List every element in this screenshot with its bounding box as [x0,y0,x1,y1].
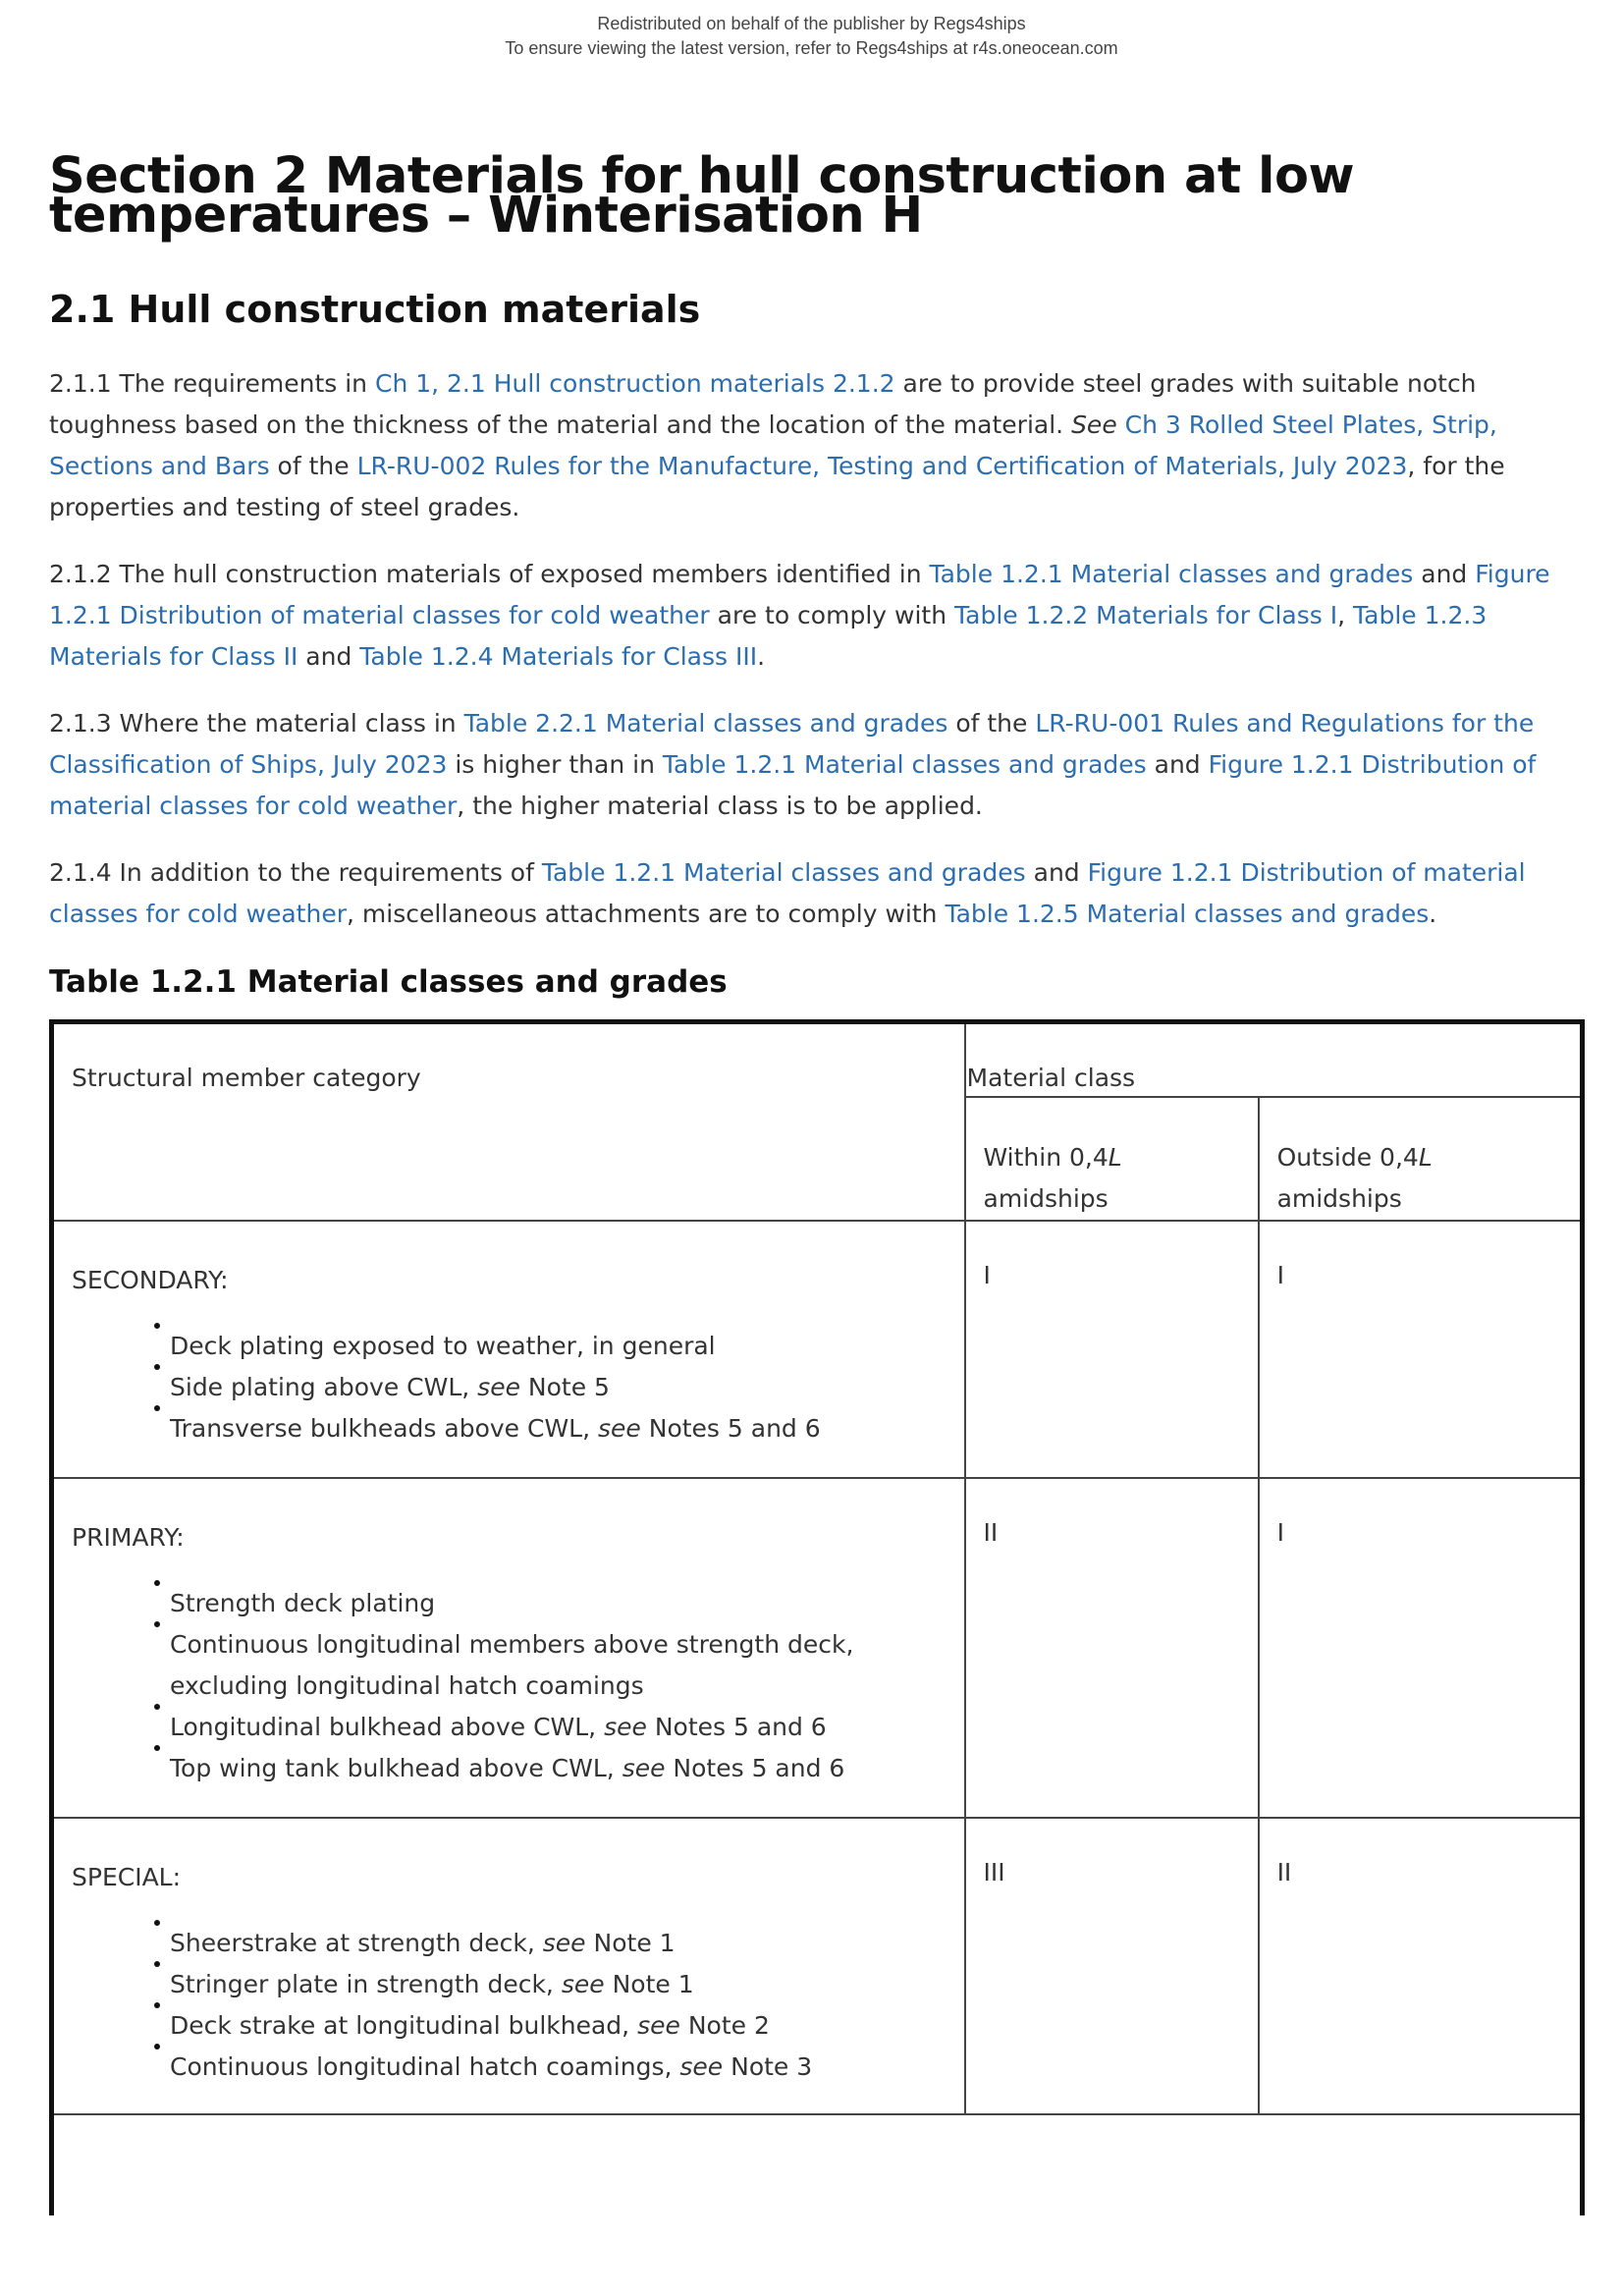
header-L: L [1108,1142,1122,1172]
note-text: Note 3 [723,2051,813,2081]
text: , for the properties and testing of steel grades. [49,452,1505,521]
redistribution-banner [0,12,1623,61]
member-list [72,1923,947,2088]
note-text: Notes 5 and 6 [646,1712,827,1741]
text: is higher than in [447,750,663,779]
header-outside-amidships-text: amidships [1276,1183,1402,1213]
paragraph-2-1-2 [49,554,1591,678]
text: and [1413,560,1476,588]
category-title: SECONDARY: [72,1265,229,1294]
note-text: Note 2 [679,2010,770,2040]
link-figure-1-2-1[interactable]: Figure 1.2.1 Distribution of material classes for cold weather [49,858,1526,928]
item-text: Strength deck plating [170,1588,436,1617]
table-title: Table 1.2.1 Material classes and grades [49,964,728,1000]
item-text: Sheerstrake at strength deck, [170,1928,543,1957]
header-within-amidships-text: amidships [983,1183,1109,1213]
link-table-1-2-1[interactable]: Table 1.2.1 Material classes and grades [541,858,1026,887]
continued-cell [52,2114,1583,2215]
header-within-text: Within 0,4 [983,1142,1109,1172]
text: and [298,642,360,671]
note-text: Notes 5 and 6 [665,1753,845,1782]
table-row [52,1478,1583,1818]
document-content [49,147,1591,2215]
table-row-continued [52,2114,1583,2215]
note-text: Note 5 [519,1372,610,1401]
list-item [170,2047,947,2088]
link-figure-1-2-1[interactable]: Figure 1.2.1 Distribution of material classes for cold weather [49,560,1550,629]
category-cell [52,1478,965,1818]
outside-class-cell: II [1259,1818,1583,2114]
text: of the [947,709,1036,738]
header-material-class: Material class [965,1022,1583,1097]
see-text: see [637,2010,680,2040]
list-item [170,1707,947,1748]
link-table-1-2-1[interactable]: Table 1.2.1 Material classes and grades [929,560,1414,588]
header-outside-text: Outside 0,4 [1276,1142,1419,1172]
paragraph-2-1-4 [49,852,1591,935]
link-table-1-2-4[interactable]: Table 1.2.4 Materials for Class III [359,642,758,671]
link-figure-1-2-1[interactable]: Figure 1.2.1 Distribution of material classes for cold weather [49,750,1537,820]
header-outside-amidships [1259,1097,1583,1221]
list-item [170,1964,947,2005]
category-title: PRIMARY: [72,1522,185,1552]
text: , [1337,601,1354,629]
banner-line-2: To ensure viewing the latest version, refer to Regs4ships at r4s.oneocean.com [505,38,1118,58]
list-item [170,1748,947,1789]
paragraph-2-1-3 [49,703,1591,827]
text: are to provide steel grades with suitable notch toughness based on the thickness of the material and the location of the material. [49,369,1477,439]
material-classes-table [49,1019,1585,2215]
link-lr-ru-001[interactable]: LR-RU-001 Rules and Regulations for the Classification of Ships, July 2023 [49,709,1535,779]
member-list [72,1326,947,1449]
text: and [1025,858,1088,887]
text: 2.1.2 The hull construction materials of exposed members identified in [49,560,930,588]
item-text: Transverse bulkheads above CWL, [170,1413,598,1443]
header-structural-member-category: Structural member category [52,1022,965,1221]
item-text: Stringer plate in strength deck, [170,1969,562,1998]
banner-line-1: Redistributed on behalf of the publisher by Regs4ships [597,14,1026,33]
text: and [1146,750,1209,779]
text: 2.1.4 In addition to the requirements of [49,858,542,887]
link-table-1-2-3[interactable]: Table 1.2.3 Materials for Class II [49,601,1488,671]
link-table-1-2-1[interactable]: Table 1.2.1 Material classes and grades [662,750,1147,779]
see-text: see [679,2051,724,2081]
table-row [52,1221,1583,1478]
text: of the [269,452,357,480]
category-title: SPECIAL: [72,1862,182,1891]
subsection-title: 2.1 Hull construction materials [49,288,701,331]
text: , the higher material class is to be applied. [457,792,983,820]
see-text: see [622,1753,666,1782]
text: 2.1.1 The requirements in [49,369,375,398]
text: , miscellaneous attachments are to comply with [347,900,946,928]
link-lr-ru-002[interactable]: LR-RU-002 Rules for the Manufacture, Testing and Certification of Materials, July 2023 [356,452,1408,480]
item-text: Deck plating exposed to weather, in general [170,1331,716,1360]
item-text: Longitudinal bulkhead above CWL, [170,1712,605,1741]
header-within-amidships [965,1097,1259,1221]
item-text: Top wing tank bulkhead above CWL, [170,1753,622,1782]
section-title: Section 2 Materials for hull construction at low temperatures – Winterisation H [49,147,1355,245]
item-text: Deck strake at longitudinal bulkhead, [170,2010,638,2040]
outside-class-cell: I [1259,1478,1583,1818]
see-text: see [477,1372,520,1401]
see-text: see [598,1413,641,1443]
text: . [1429,900,1437,928]
list-item [170,1583,947,1624]
item-text: Continuous longitudinal members above strength deck, excluding longitudinal hatch coamings [170,1629,854,1700]
see-text: see [604,1712,647,1741]
see-text: See [1071,410,1117,439]
note-text: Notes 5 and 6 [640,1413,821,1443]
link-ch3-rolled-steel[interactable]: Ch 3 Rolled Steel Plates, Strip, Sections and Bars [49,410,1497,480]
link-table-1-2-2[interactable]: Table 1.2.2 Materials for Class I [954,601,1338,629]
list-item [170,1408,947,1449]
outside-class-cell: I [1259,1221,1583,1478]
member-list [72,1583,947,1789]
see-text: see [561,1969,605,1998]
list-item [170,1923,947,1964]
text: 2.1.3 Where the material class in [49,709,464,738]
note-text: Note 1 [604,1969,694,1998]
list-item [170,2005,947,2047]
within-class-cell: I [965,1221,1259,1478]
within-class-cell: III [965,1818,1259,2114]
item-text: Side plating above CWL, [170,1372,478,1401]
paragraph-2-1-1 [49,363,1591,528]
category-cell [52,1221,965,1478]
list-item [170,1326,947,1367]
link-ch1-2-1-2[interactable]: Ch 1, 2.1 Hull construction materials 2.1.2 [374,369,895,398]
link-table-2-2-1[interactable]: Table 2.2.1 Material classes and grades [463,709,948,738]
list-item [170,1624,947,1707]
text: . [757,642,766,671]
within-class-cell: II [965,1478,1259,1818]
item-text: Continuous longitudinal hatch coamings, [170,2051,680,2081]
header-L: L [1418,1142,1433,1172]
text: are to comply with [709,601,954,629]
category-cell [52,1818,965,2114]
table-row [52,1818,1583,2114]
list-item [170,1367,947,1408]
note-text: Note 1 [585,1928,676,1957]
link-table-1-2-5[interactable]: Table 1.2.5 Material classes and grades [945,900,1430,928]
see-text: see [542,1928,586,1957]
text [1117,410,1125,439]
